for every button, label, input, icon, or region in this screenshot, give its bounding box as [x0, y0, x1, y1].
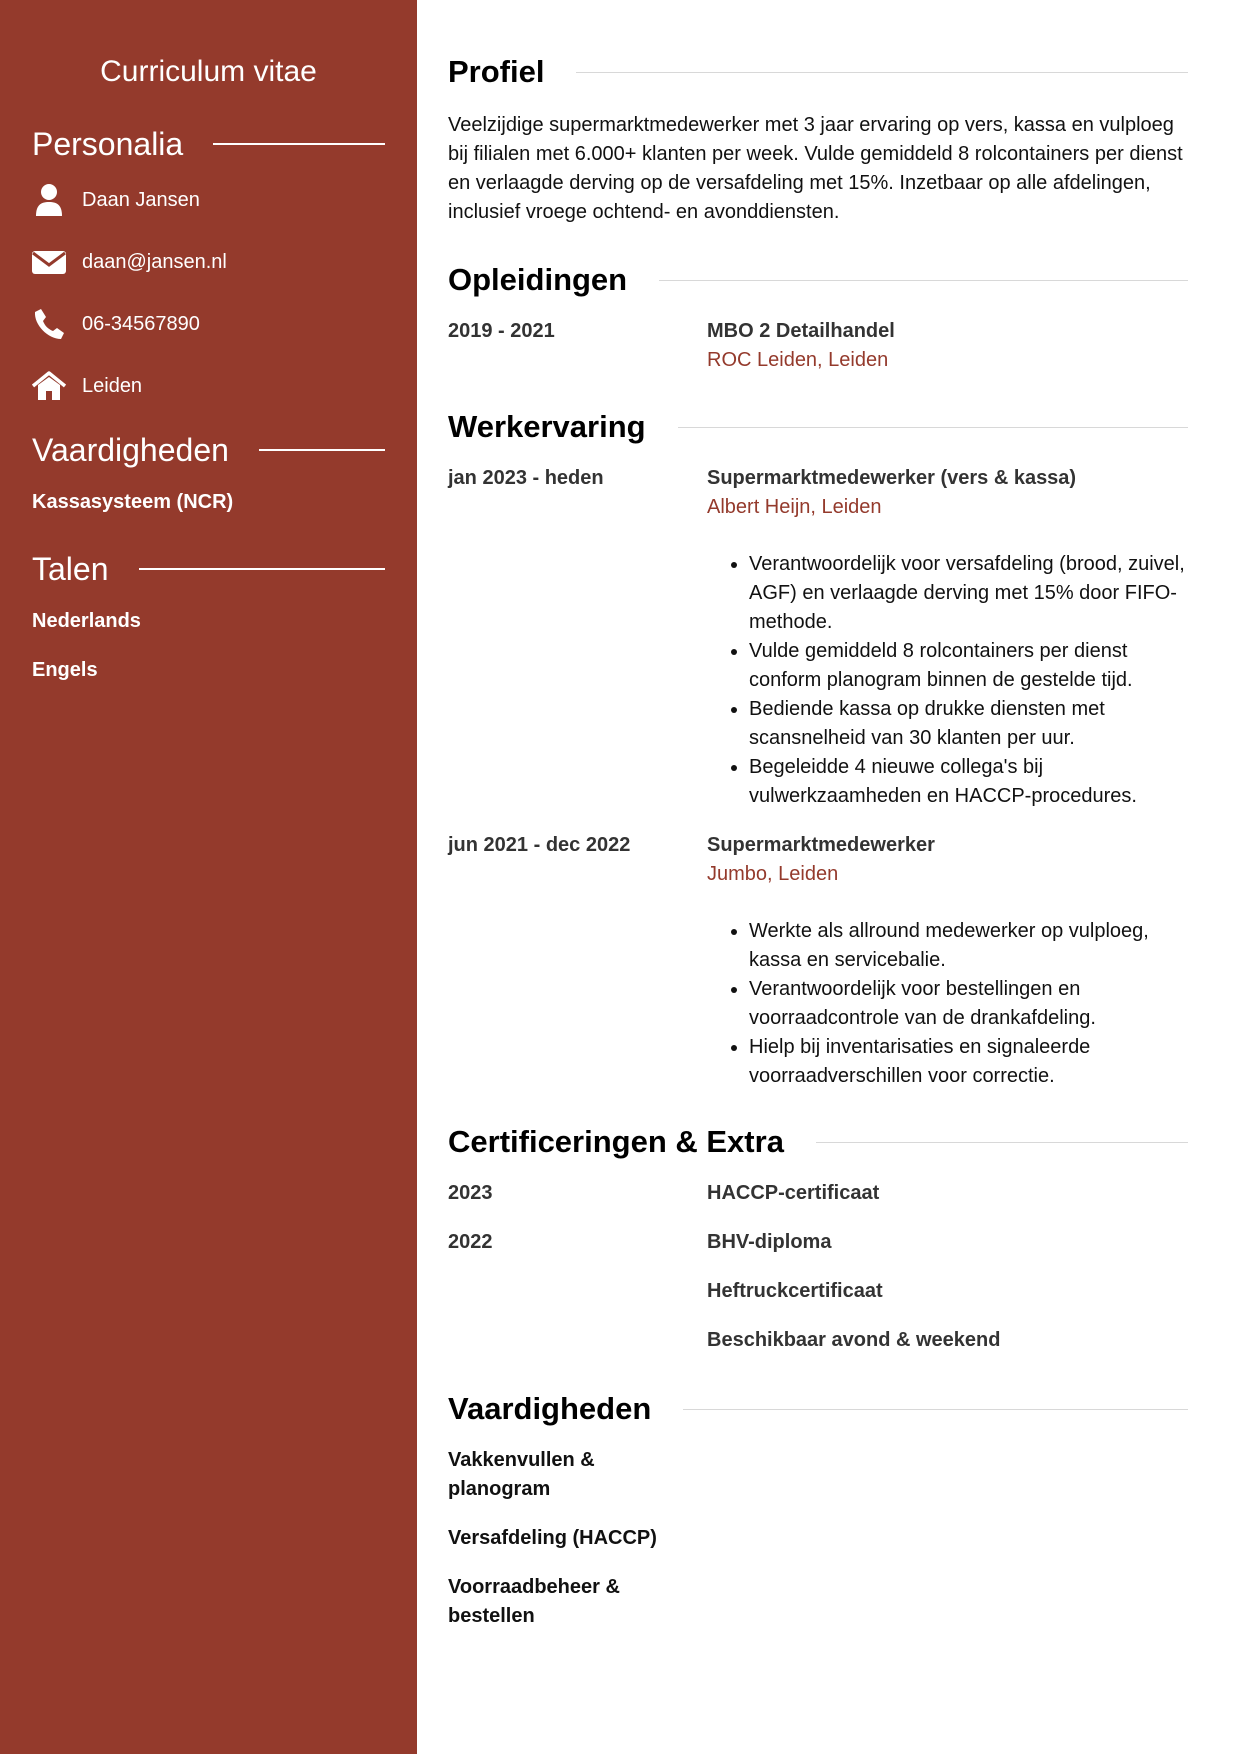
- certifications-heading: [448, 1123, 1188, 1161]
- list-item: • Bediende kassa op drukke diensten met scansnelheid van 30 klanten per uur.: [749, 695, 1188, 753]
- education-org: ROC Leiden, Leiden: [707, 349, 889, 371]
- main-content: [448, 0, 1188, 1631]
- certification-item: [448, 1326, 1188, 1355]
- heading-divider: [259, 449, 385, 451]
- languages-heading: [32, 550, 385, 588]
- cv-title: Curriculum vitae: [100, 55, 317, 88]
- certification-item: [448, 1277, 1188, 1306]
- education-item: [448, 317, 1188, 375]
- experience-period: jan 2023 - heden: [448, 467, 604, 489]
- experience-heading-text: Werkervaring: [448, 409, 646, 444]
- certification-item: [448, 1228, 1188, 1257]
- list-item: • Verantwoordelijk voor bestellingen en voorraadcontrole van de drankafdeling.: [749, 975, 1188, 1033]
- skill-item: Versafdeling (HACCP): [448, 1527, 657, 1549]
- phone-icon: [32, 307, 66, 341]
- certification-title: Beschikbaar avond & weekend: [707, 1329, 1001, 1351]
- experience-org: Albert Heijn, Leiden: [707, 496, 882, 518]
- contact-phone[interactable]: [32, 307, 385, 341]
- certification-title: BHV-diploma: [707, 1231, 832, 1253]
- sidebar-skill-item: Kassasysteem (NCR): [32, 491, 234, 513]
- heading-divider: [678, 427, 1188, 428]
- contact-list: [32, 183, 385, 403]
- profile-heading: [448, 53, 1188, 91]
- certification-year: 2023: [448, 1182, 493, 1204]
- contact-name: [32, 183, 385, 217]
- skill-item: Vakkenvullen & planogram: [448, 1449, 595, 1500]
- heading-divider: [139, 568, 386, 570]
- contact-email[interactable]: [32, 245, 385, 279]
- contact-location: [32, 369, 385, 403]
- education-title: MBO 2 Detailhandel: [707, 320, 895, 342]
- personalia-heading-text: Personalia: [32, 126, 184, 162]
- certification-title: Heftruckcertificaat: [707, 1280, 883, 1302]
- languages-heading-text: Talen: [32, 551, 109, 587]
- certification-year: [448, 1277, 707, 1306]
- experience-item: [448, 464, 1188, 811]
- sidebar-skills-heading: [32, 431, 385, 469]
- profile-text: Veelzijdige supermarktmedewerker met 3 jaar ervaring op vers, kassa en vulploeg bij filialen met 6.000+ klanten per week. Vulde gemiddeld 8 rolcontainers per dienst en verlaagde derving op de versafdeling met 15%. Inzetbaar op alle afdelingen, inclusief vroege ochtend- en avonddiensten.: [448, 114, 1183, 223]
- experience-item: [448, 831, 1188, 1091]
- certification-year: [448, 1326, 707, 1355]
- list-item: • Vulde gemiddeld 8 rolcontainers per dienst conform planogram binnen de gestelde tijd.: [749, 637, 1188, 695]
- language-item: Engels: [32, 659, 98, 681]
- profile-heading-text: Profiel: [448, 54, 545, 89]
- sidebar-skills-heading-text: Vaardigheden: [32, 432, 229, 468]
- experience-org: Jumbo, Leiden: [707, 863, 839, 885]
- list-item: • Hielp bij inventarisaties en signaleerde voorraadverschillen voor correctie.: [749, 1033, 1188, 1091]
- list-item: • Begeleidde 4 nieuwe collega's bij vulwerkzaamheden en HACCP-procedures.: [749, 753, 1188, 811]
- experience-title: Supermarktmedewerker (vers & kassa): [707, 467, 1077, 489]
- skills-heading-text: Vaardigheden: [448, 1391, 652, 1426]
- contact-phone-text: 06-34567890: [82, 312, 200, 335]
- contact-name-text: Daan Jansen: [82, 188, 200, 211]
- language-item: Nederlands: [32, 610, 141, 632]
- list-item: • Verantwoordelijk voor versafdeling (brood, zuivel, AGF) en verlaagde derving met 15% door FIFO-methode.: [749, 550, 1188, 637]
- home-icon: [32, 369, 66, 403]
- experience-bullets: [707, 550, 1188, 811]
- skill-item: Voorraadbeheer & bestellen: [448, 1576, 620, 1627]
- envelope-icon: [32, 245, 66, 279]
- sidebar: [0, 0, 417, 1754]
- user-icon: [32, 183, 66, 217]
- heading-divider: [683, 1409, 1188, 1410]
- education-heading-text: Opleidingen: [448, 262, 628, 297]
- skills-heading: [448, 1390, 1188, 1428]
- personalia-heading: [32, 125, 385, 163]
- certification-title: HACCP-certificaat: [707, 1182, 880, 1204]
- certification-year: 2022: [448, 1231, 493, 1253]
- education-heading: [448, 261, 1188, 299]
- certification-item: [448, 1179, 1188, 1208]
- heading-divider: [659, 280, 1188, 281]
- heading-divider: [816, 1142, 1188, 1143]
- contact-email-text: daan@jansen.nl: [82, 250, 227, 273]
- list-item: • Werkte als allround medewerker op vulploeg, kassa en servicebalie.: [749, 917, 1188, 975]
- experience-title: Supermarktmedewerker: [707, 834, 935, 856]
- contact-location-text: Leiden: [82, 374, 143, 397]
- experience-bullets: [707, 917, 1188, 1091]
- certifications-heading-text: Certificeringen & Extra: [448, 1124, 784, 1159]
- heading-divider: [576, 72, 1188, 73]
- education-period: 2019 - 2021: [448, 320, 555, 342]
- experience-heading: [448, 408, 1188, 446]
- experience-period: jun 2021 - dec 2022: [448, 834, 631, 856]
- heading-divider: [213, 143, 385, 145]
